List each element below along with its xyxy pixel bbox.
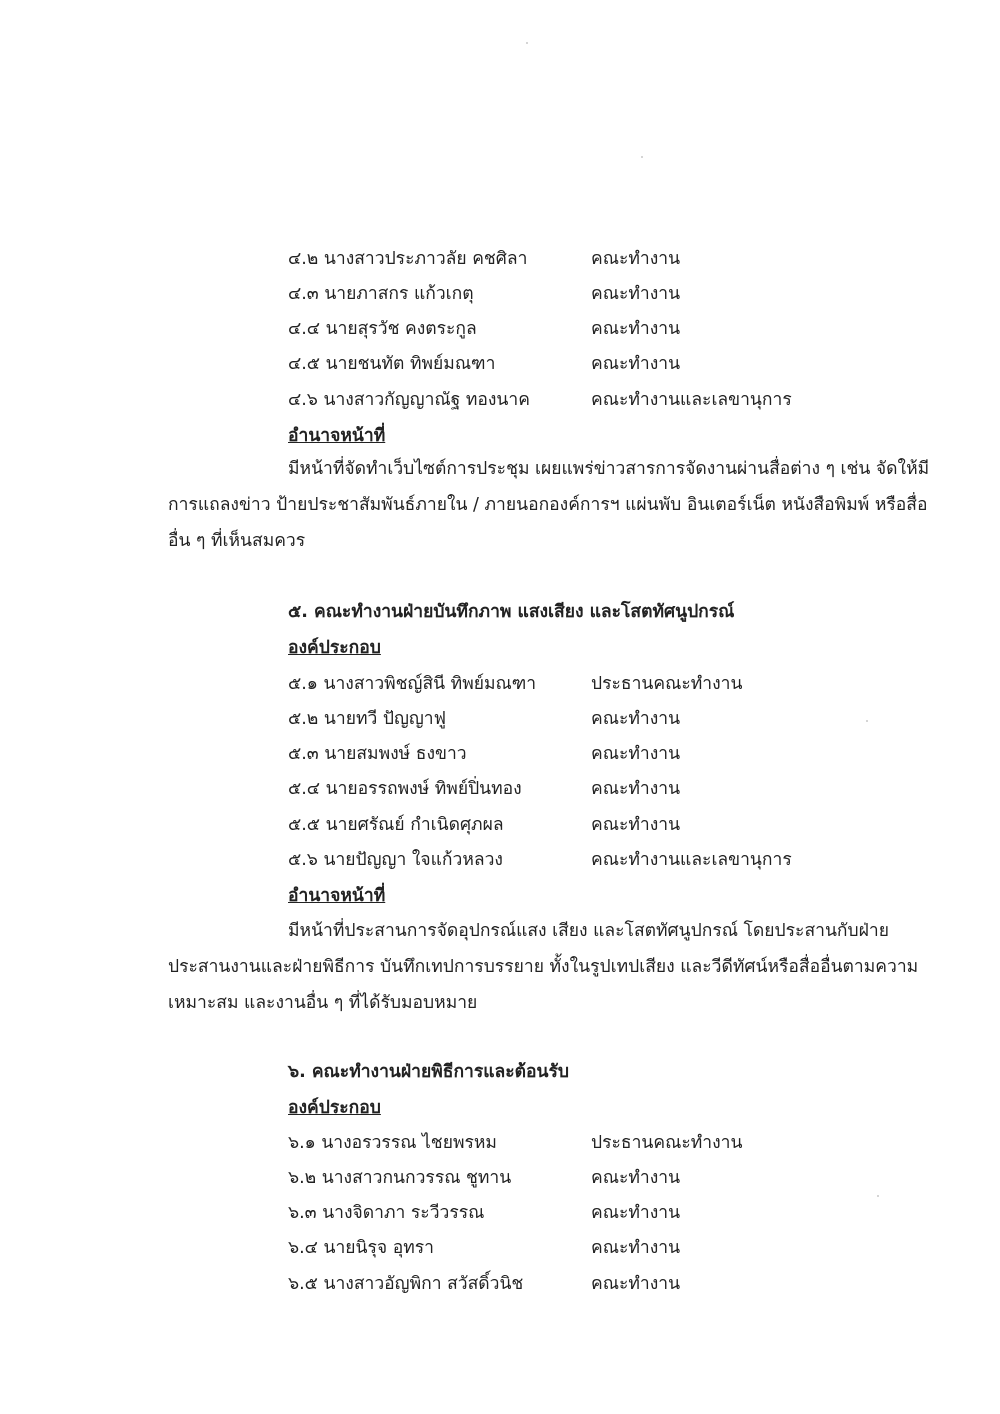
composition-heading: องค์ประกอบ <box>288 638 381 658</box>
member-name: ๕.๒ นายทวี ปัญญาฟู <box>288 709 447 729</box>
member-role: คณะทำงาน <box>591 284 681 304</box>
member-row <box>288 703 928 735</box>
duty-heading: อำนาจหน้าที่ <box>288 426 386 446</box>
member-name: ๕.๑ นางสาวพิชญ์สินี ทิพย์มณฑา <box>288 674 537 694</box>
member-row <box>288 1232 928 1264</box>
member-role: ประธานคณะทำงาน <box>591 1133 743 1153</box>
member-row <box>288 1268 928 1300</box>
member-name: ๖.๔ นายนิรุจ อุทรา <box>288 1238 434 1258</box>
duty-heading: อำนาจหน้าที่ <box>288 886 386 906</box>
section-title: ๖. คณะทำงานฝ่ายพิธีการและต้อนรับ <box>288 1062 570 1082</box>
member-role: คณะทำงาน <box>591 249 681 269</box>
duty-paragraph <box>168 913 918 1021</box>
member-name: ๔.๖ นางสาวกัญญาณัฐ ทองนาค <box>288 390 530 410</box>
member-name: ๖.๒ นางสาวกนกวรรณ ชูทาน <box>288 1168 512 1188</box>
member-name: ๖.๑ นางอรวรรณ ไชยพรหม <box>288 1133 497 1153</box>
duty-paragraph <box>168 451 930 559</box>
paragraph-line: ประสานงานและฝ่ายพิธีการ บันทึกเทปการบรรยาย ทั้งในรูปเทปเสียง และวีดีทัศน์หรือสื่ออื่นตามความ <box>168 957 919 977</box>
member-role: ประธานคณะทำงาน <box>591 674 743 694</box>
member-role: คณะทำงาน <box>591 1238 681 1258</box>
member-row <box>288 348 928 380</box>
member-role: คณะทำงาน <box>591 709 681 729</box>
member-row <box>288 384 928 416</box>
member-role: คณะทำงาน <box>591 1274 681 1294</box>
section-title: ๕. คณะทำงานฝ่ายบันทึกภาพ แสงเสียง และโสตทัศนูปกรณ์ <box>288 602 735 622</box>
member-name: ๖.๕ นางสาวอัญพิกา สวัสดิ์วนิช <box>288 1274 524 1294</box>
paragraph-line: เหมาะสม และงานอื่น ๆ ที่ได้รับมอบหมาย <box>168 993 478 1013</box>
member-row <box>288 844 928 876</box>
scan-speck <box>641 156 643 158</box>
member-name: ๔.๒ นางสาวประภาวลัย คชศิลา <box>288 249 528 269</box>
member-name: ๕.๖ นายปัญญา ใจแก้วหลวง <box>288 850 503 870</box>
paragraph-line: อื่น ๆ ที่เห็นสมควร <box>168 531 306 551</box>
member-row <box>288 243 928 275</box>
member-name: ๔.๔ นายสุรวัช คงตระกูล <box>288 319 477 339</box>
member-row <box>288 1162 928 1194</box>
member-role: คณะทำงาน <box>591 1168 681 1188</box>
member-role: คณะทำงาน <box>591 815 681 835</box>
member-role: คณะทำงานและเลขานุการ <box>591 850 792 870</box>
member-row <box>288 1197 928 1229</box>
scan-speck <box>526 42 528 44</box>
member-row <box>288 668 928 700</box>
member-name: ๕.๕ นายศรัณย์ กำเนิดศุภผล <box>288 815 504 835</box>
member-name: ๕.๓ นายสมพงษ์ ธงขาว <box>288 744 467 764</box>
paragraph-line: มีหน้าที่ประสานการจัดอุปกรณ์แสง เสียง และโสตทัศนูปกรณ์ โดยประสานกับฝ่าย <box>288 921 889 941</box>
member-row <box>288 809 928 841</box>
member-name: ๔.๓ นายภาสกร แก้วเกตุ <box>288 284 474 304</box>
member-row <box>288 313 928 345</box>
member-role: คณะทำงาน <box>591 354 681 374</box>
member-name: ๖.๓ นางจิดาภา ระวีวรรณ <box>288 1203 485 1223</box>
paragraph-line: มีหน้าที่จัดทำเว็บไซต์การประชุม เผยแพร่ข่าวสารการจัดงานผ่านสื่อต่าง ๆ เช่น จัดให้มี <box>288 459 930 479</box>
member-row <box>288 738 928 770</box>
member-role: คณะทำงานและเลขานุการ <box>591 390 792 410</box>
member-row <box>288 278 928 310</box>
member-role: คณะทำงาน <box>591 319 681 339</box>
member-name: ๕.๔ นายอรรถพงษ์ ทิพย์ปิ่นทอง <box>288 779 522 799</box>
member-row <box>288 773 928 805</box>
member-role: คณะทำงาน <box>591 779 681 799</box>
paragraph-line: การแถลงข่าว ป้ายประชาสัมพันธ์ภายใน / ภายนอกองค์การฯ แผ่นพับ อินเตอร์เน็ต หนังสือพิมพ์ หรือสื่อ <box>168 495 928 515</box>
member-name: ๔.๕ นายชนทัต ทิพย์มณฑา <box>288 354 496 374</box>
composition-heading: องค์ประกอบ <box>288 1098 381 1118</box>
member-row <box>288 1127 928 1159</box>
member-role: คณะทำงาน <box>591 1203 681 1223</box>
member-role: คณะทำงาน <box>591 744 681 764</box>
